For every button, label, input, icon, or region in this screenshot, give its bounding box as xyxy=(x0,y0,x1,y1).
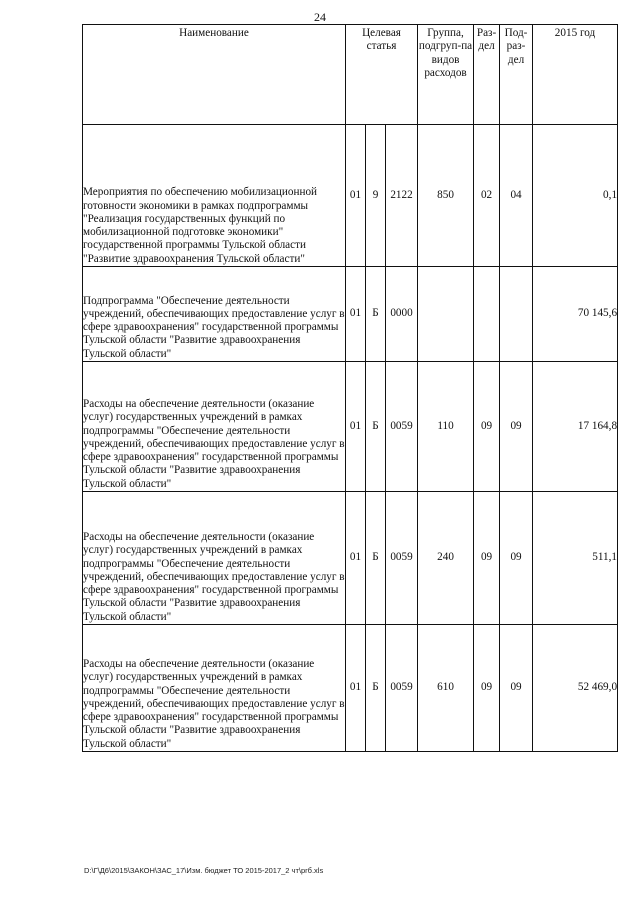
row-ts2: 9 xyxy=(366,125,386,267)
row-amount: 17 164,8 xyxy=(533,362,618,492)
row-ts3: 0059 xyxy=(386,362,418,492)
row-group: 110 xyxy=(418,362,474,492)
row-name: Расходы на обеспечение деятельности (оказание услуг) государственных учреждений в рамках подпрограммы "Обеспечение деятельности учреждений, обеспечивающих предоставление услуг в сфере здравоохранения" государственной программы Тульской области "Развитие здравоохранения Тульской области" xyxy=(83,625,346,752)
file-path-footer: D:\Г\Д6\2015\ЗАКОН\ЗАС_17\Изм. бюджет ТО 2015-2017_2 чт\prб.xls xyxy=(84,866,324,875)
table-row xyxy=(83,362,618,492)
row-section xyxy=(474,267,500,362)
row-section: 09 xyxy=(474,362,500,492)
row-ts2: Б xyxy=(366,362,386,492)
row-amount: 0,1 xyxy=(533,125,618,267)
row-subsection: 09 xyxy=(500,362,533,492)
header-group: Группа, подгруп-па видов расходов xyxy=(418,25,474,125)
row-ts1: 01 xyxy=(346,625,366,752)
row-amount: 70 145,6 xyxy=(533,267,618,362)
row-amount: 52 469,0 xyxy=(533,625,618,752)
header-subsection: Под-раз-дел xyxy=(500,25,533,125)
row-ts2: Б xyxy=(366,267,386,362)
row-ts2: Б xyxy=(366,625,386,752)
row-ts1: 01 xyxy=(346,362,366,492)
row-ts2: Б xyxy=(366,492,386,625)
table-row xyxy=(83,125,618,267)
row-section: 09 xyxy=(474,625,500,752)
page-number: 24 xyxy=(314,10,326,24)
header-target-article: Целевая статья xyxy=(346,25,418,125)
row-subsection: 04 xyxy=(500,125,533,267)
header-name: Наименование xyxy=(83,25,346,125)
row-name: Подпрограмма "Обеспечение деятельности учреждений, обеспечивающих предоставление услуг в сфере здравоохранения" государственной программы Тульской области "Развитие здравоохранения Тульской области" xyxy=(83,267,346,362)
row-section: 09 xyxy=(474,492,500,625)
row-subsection: 09 xyxy=(500,492,533,625)
row-group: 610 xyxy=(418,625,474,752)
row-ts3: 0059 xyxy=(386,492,418,625)
row-subsection: 09 xyxy=(500,625,533,752)
table-row xyxy=(83,267,618,362)
row-subsection xyxy=(500,267,533,362)
row-ts1: 01 xyxy=(346,267,366,362)
row-ts1: 01 xyxy=(346,125,366,267)
row-ts3: 2122 xyxy=(386,125,418,267)
row-group xyxy=(418,267,474,362)
row-name: Расходы на обеспечение деятельности (оказание услуг) государственных учреждений в рамках подпрограммы "Обеспечение деятельности учреждений, обеспечивающих предоставление услуг в сфере здравоохранения" государственной программы Тульской области "Развитие здравоохранения Тульской области" xyxy=(83,362,346,492)
row-section: 02 xyxy=(474,125,500,267)
row-amount: 511,1 xyxy=(533,492,618,625)
header-year: 2015 год xyxy=(533,25,618,125)
row-ts3: 0000 xyxy=(386,267,418,362)
row-group: 850 xyxy=(418,125,474,267)
row-group: 240 xyxy=(418,492,474,625)
header-row xyxy=(83,25,618,125)
row-ts3: 0059 xyxy=(386,625,418,752)
table-row xyxy=(83,625,618,752)
header-section: Раз-дел xyxy=(474,25,500,125)
budget-table xyxy=(82,24,618,752)
table-row xyxy=(83,492,618,625)
row-ts1: 01 xyxy=(346,492,366,625)
row-name: Мероприятия по обеспечению мобилизационной готовности экономики в рамках подпрограммы "Реализация государственных функций по мобилизационной подготовке экономики" государственной программы Тульской области "Развитие здравоохранения Тульской области" xyxy=(83,125,346,267)
row-name: Расходы на обеспечение деятельности (оказание услуг) государственных учреждений в рамках подпрограммы "Обеспечение деятельности учреждений, обеспечивающих предоставление услуг в сфере здравоохранения" государственной программы Тульской области "Развитие здравоохранения Тульской области" xyxy=(83,492,346,625)
